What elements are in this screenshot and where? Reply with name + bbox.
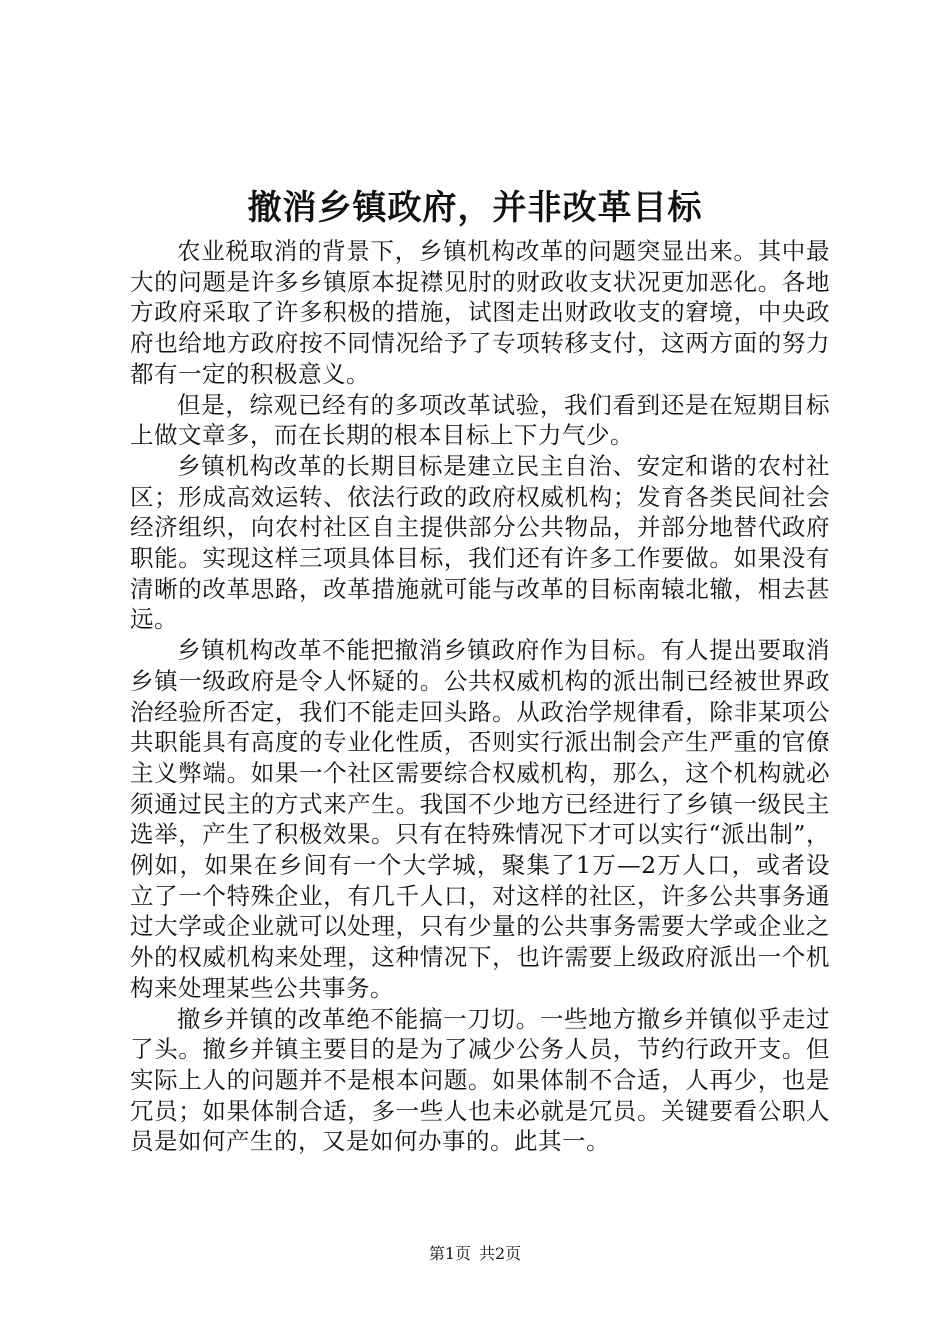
page-total: 共2页: [479, 1244, 522, 1263]
page-footer: [0, 1244, 950, 1264]
paragraph-1: 农业税取消的背景下，乡镇机构改革的问题突显出来。其中最大的问题是许多乡镇原本捉襟见肘的财政收支状况更加恶化。各地方政府采取了许多积极的措施，试图走出财政收支的窘境，中央政府也给地方政府按不同情况给予了专项转移支付，这两方面的努力都有一定的积极意义。: [130, 237, 830, 388]
page-number: 第1页: [428, 1244, 471, 1263]
document-title: 撤消乡镇政府，并非改革目标: [247, 188, 703, 228]
paragraph-4: 乡镇机构改革不能把撤消乡镇政府作为目标。有人提出要取消乡镇一级政府是令人怀疑的。公共权威机构的派出制已经被世界政治经验所否定，我们不能走回头路。从政治学规律看，除非某项公共职能具有高度的专业化性质，否则实行派出制会产生严重的官僚主义弊端。如果一个社区需要综合权威机构，那么，这个机构就必须通过民主的方式来产生。我国不少地方已经进行了乡镇一级民主选举，产生了积极效果。只有在特殊情况下才可以实行“派出制”，例如，如果在乡间有一个大学城，聚集了1万—2万人口，或者设立了一个特殊企业，有几千人口，对这样的社区，许多公共事务通过大学或企业就可以处理，只有少量的公共事务需要大学或企业之外的权威机构来处理，这种情况下，也许需要上级政府派出一个机构来处理某些公共事务。: [130, 636, 830, 1002]
document-body: [130, 236, 830, 1157]
paragraph-3: 乡镇机构改革的长期目标是建立民主自治、安定和谐的农村社区；形成高效运转、依法行政的政府权威机构；发育各类民间社会经济组织，向农村社区自主提供部分公共物品，并部分地替代政府职能。实现这样三项具体目标，我们还有许多工作要做。如果没有清晰的改革思路，改革措施就可能与改革的目标南辕北辙，相去甚远。: [130, 451, 830, 634]
paragraph-5: 撤乡并镇的改革绝不能搞一刀切。一些地方撤乡并镇似乎走过了头。撤乡并镇主要目的是为了减少公务人员，节约行政开支。但实际上人的问题并不是根本问题。如果体制不合适，人再少，也是冗员；如果体制合适，多一些人也未必就是冗员。关键要看公职人员是如何产生的，又是如何办事的。此其一。: [130, 1004, 830, 1156]
paragraph-2: 但是，综观已经有的多项改革试验，我们看到还是在短期目标上做文章多，而在长期的根本目标上下力气少。: [130, 390, 830, 450]
